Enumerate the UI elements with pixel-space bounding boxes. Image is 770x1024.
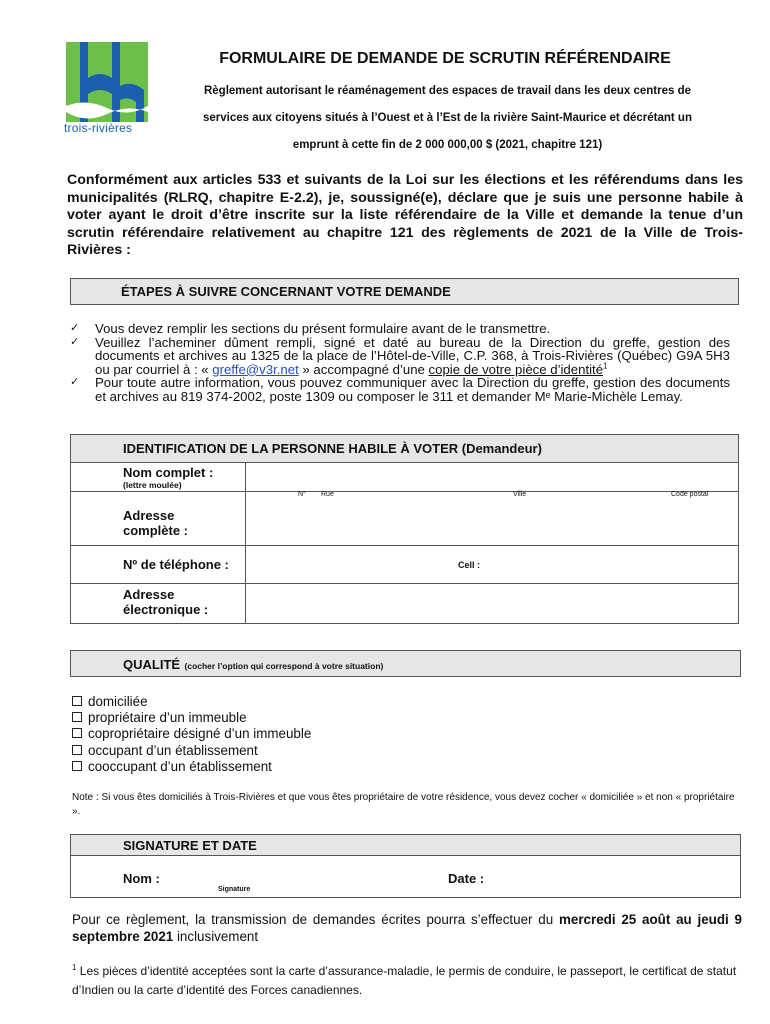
- steps-banner: [70, 278, 739, 305]
- check-icon: ✓: [70, 376, 80, 389]
- email-label-cell: Adresse électronique :: [71, 584, 246, 624]
- footnote-ref: 1: [603, 361, 608, 371]
- form-subtitle: [160, 78, 735, 159]
- address-input[interactable]: N° Rue Ville Code postal: [246, 492, 739, 546]
- qualite-note: Note : Si vous êtes domiciliés à Trois-Rivières et que vous êtes propriétaire de votre résidence, vous devez cocher « domiciliée » et non « propriétaire ».: [72, 792, 735, 817]
- subtitle-line: services aux citoyens situés à l’Ouest et à l’Est de la rivière Saint-Maurice et décrétant un: [203, 112, 692, 124]
- form-title: FORMULAIRE DE DEMANDE DE SCRUTIN RÉFÉRENDAIRE: [219, 50, 671, 67]
- footnote-marker: 1: [72, 963, 77, 972]
- check-icon: ✓: [70, 335, 80, 348]
- name-label-cell: Nom complet : (lettre moulée): [71, 463, 246, 492]
- check-icon: ✓: [70, 322, 80, 334]
- checkbox[interactable]: [72, 712, 82, 722]
- checkbox[interactable]: [72, 745, 82, 755]
- option-proprietaire[interactable]: propriétaire d’un immeuble: [72, 710, 472, 726]
- identification-table: [70, 434, 739, 624]
- subtitle-line: Règlement autorisant le réaménagement des espaces de travail dans les deux centres de: [203, 85, 692, 97]
- steps-list: [70, 322, 730, 404]
- steps-heading: ÉTAPES À SUIVRE CONCERNANT VOTRE DEMANDE: [121, 284, 451, 299]
- checkbox[interactable]: [72, 761, 82, 771]
- signature-hint: Signature: [218, 886, 251, 893]
- phone-input[interactable]: [246, 546, 739, 584]
- id-copy-link: copie de votre pièce d’identité: [428, 361, 604, 377]
- qualite-heading: QUALITÉ: [123, 657, 181, 672]
- qualite-options: [72, 694, 472, 775]
- address-label-cell: Adresse complète :: [71, 492, 246, 546]
- signature-section: [70, 834, 741, 898]
- step-item: ✓ Vous devez remplir les sections du présent formulaire avant de le transmettre.: [70, 321, 551, 336]
- option-cooccupant[interactable]: cooccupant d’un établissement: [72, 759, 472, 775]
- cell-label: Cell :: [458, 560, 481, 570]
- phone-label-cell: Nº de téléphone :: [71, 546, 246, 584]
- subtitle-line: emprunt à cette fin de 2 000 000,00 $ (2021, chapitre 121): [292, 139, 603, 151]
- step-item: ✓ Pour toute autre information, vous pouvez communiquer avec la Direction du greffe, gestion des documents et archives au 819 374-2002, poste 1309 ou composer le 311 et demander Mᵉ Marie-Michèle Lemay.: [70, 375, 730, 404]
- signature-heading: SIGNATURE ET DATE: [123, 838, 257, 853]
- email-link[interactable]: greffe@v3r.net: [212, 361, 299, 377]
- name-input[interactable]: [246, 463, 739, 492]
- email-input[interactable]: [246, 584, 739, 624]
- footnote: $^1$ Les pièces d’identité acceptées sont la carte d’assurance-maladie, le permis de conduire, le passeport, le certificat de statut d’Indien ou la carte d’identité des Forces canadiennes.: [72, 963, 737, 997]
- declaration-text: Conformément aux articles 533 et suivants de la Loi sur les élections et les référendums dans les municipalités (RLRQ, chapitre E-2.2), je, soussigné(e), déclare que je suis une personne habile à voter ayant le droit d’être inscrite sur la liste référendaire de la Ville et demande la tenue d’un scrutin référendaire relativement au chapitre 121 des règlements de 2021 de la Ville de Trois-Rivières :: [67, 172, 743, 258]
- signature-name-label: Nom :: [123, 871, 160, 886]
- option-occupant[interactable]: occupant d’un établissement: [72, 743, 472, 759]
- identification-heading: IDENTIFICATION DE LA PERSONNE HABILE À VOTER (Demandeur): [71, 435, 739, 463]
- option-domiciliee[interactable]: domiciliée: [72, 694, 472, 710]
- deadline-text: Pour ce règlement, la transmission de demandes écrites pourra s’effectuer du mercredi 25 août au jeudi 9 septembre 2021 inclusivement: [72, 912, 742, 944]
- qualite-banner: [70, 650, 741, 677]
- date-label: Date :: [448, 871, 485, 886]
- checkbox[interactable]: [72, 728, 82, 738]
- qualite-hint: (cocher l’option qui correspond à votre situation): [184, 661, 384, 671]
- step-item: ✓ Veuillez l’acheminer dûment rempli, signé et daté au bureau de la Direction du greffe, gestion des documents et archives au 1325 de la place de l’Hôtel-de-Ville, C.P. 368, à Trois-Rivières (Québec) G9A 5H3 ou par courriel à : « greffe@v3r.net » accompagné d’une copie de votre pièce d’identité$^1$: [70, 334, 730, 377]
- checkbox[interactable]: [72, 696, 82, 706]
- logo-wordmark: trois-rivières: [64, 121, 133, 135]
- signature-banner: [71, 835, 740, 856]
- option-coproprietaire[interactable]: copropriétaire désigné d’un immeuble: [72, 726, 472, 742]
